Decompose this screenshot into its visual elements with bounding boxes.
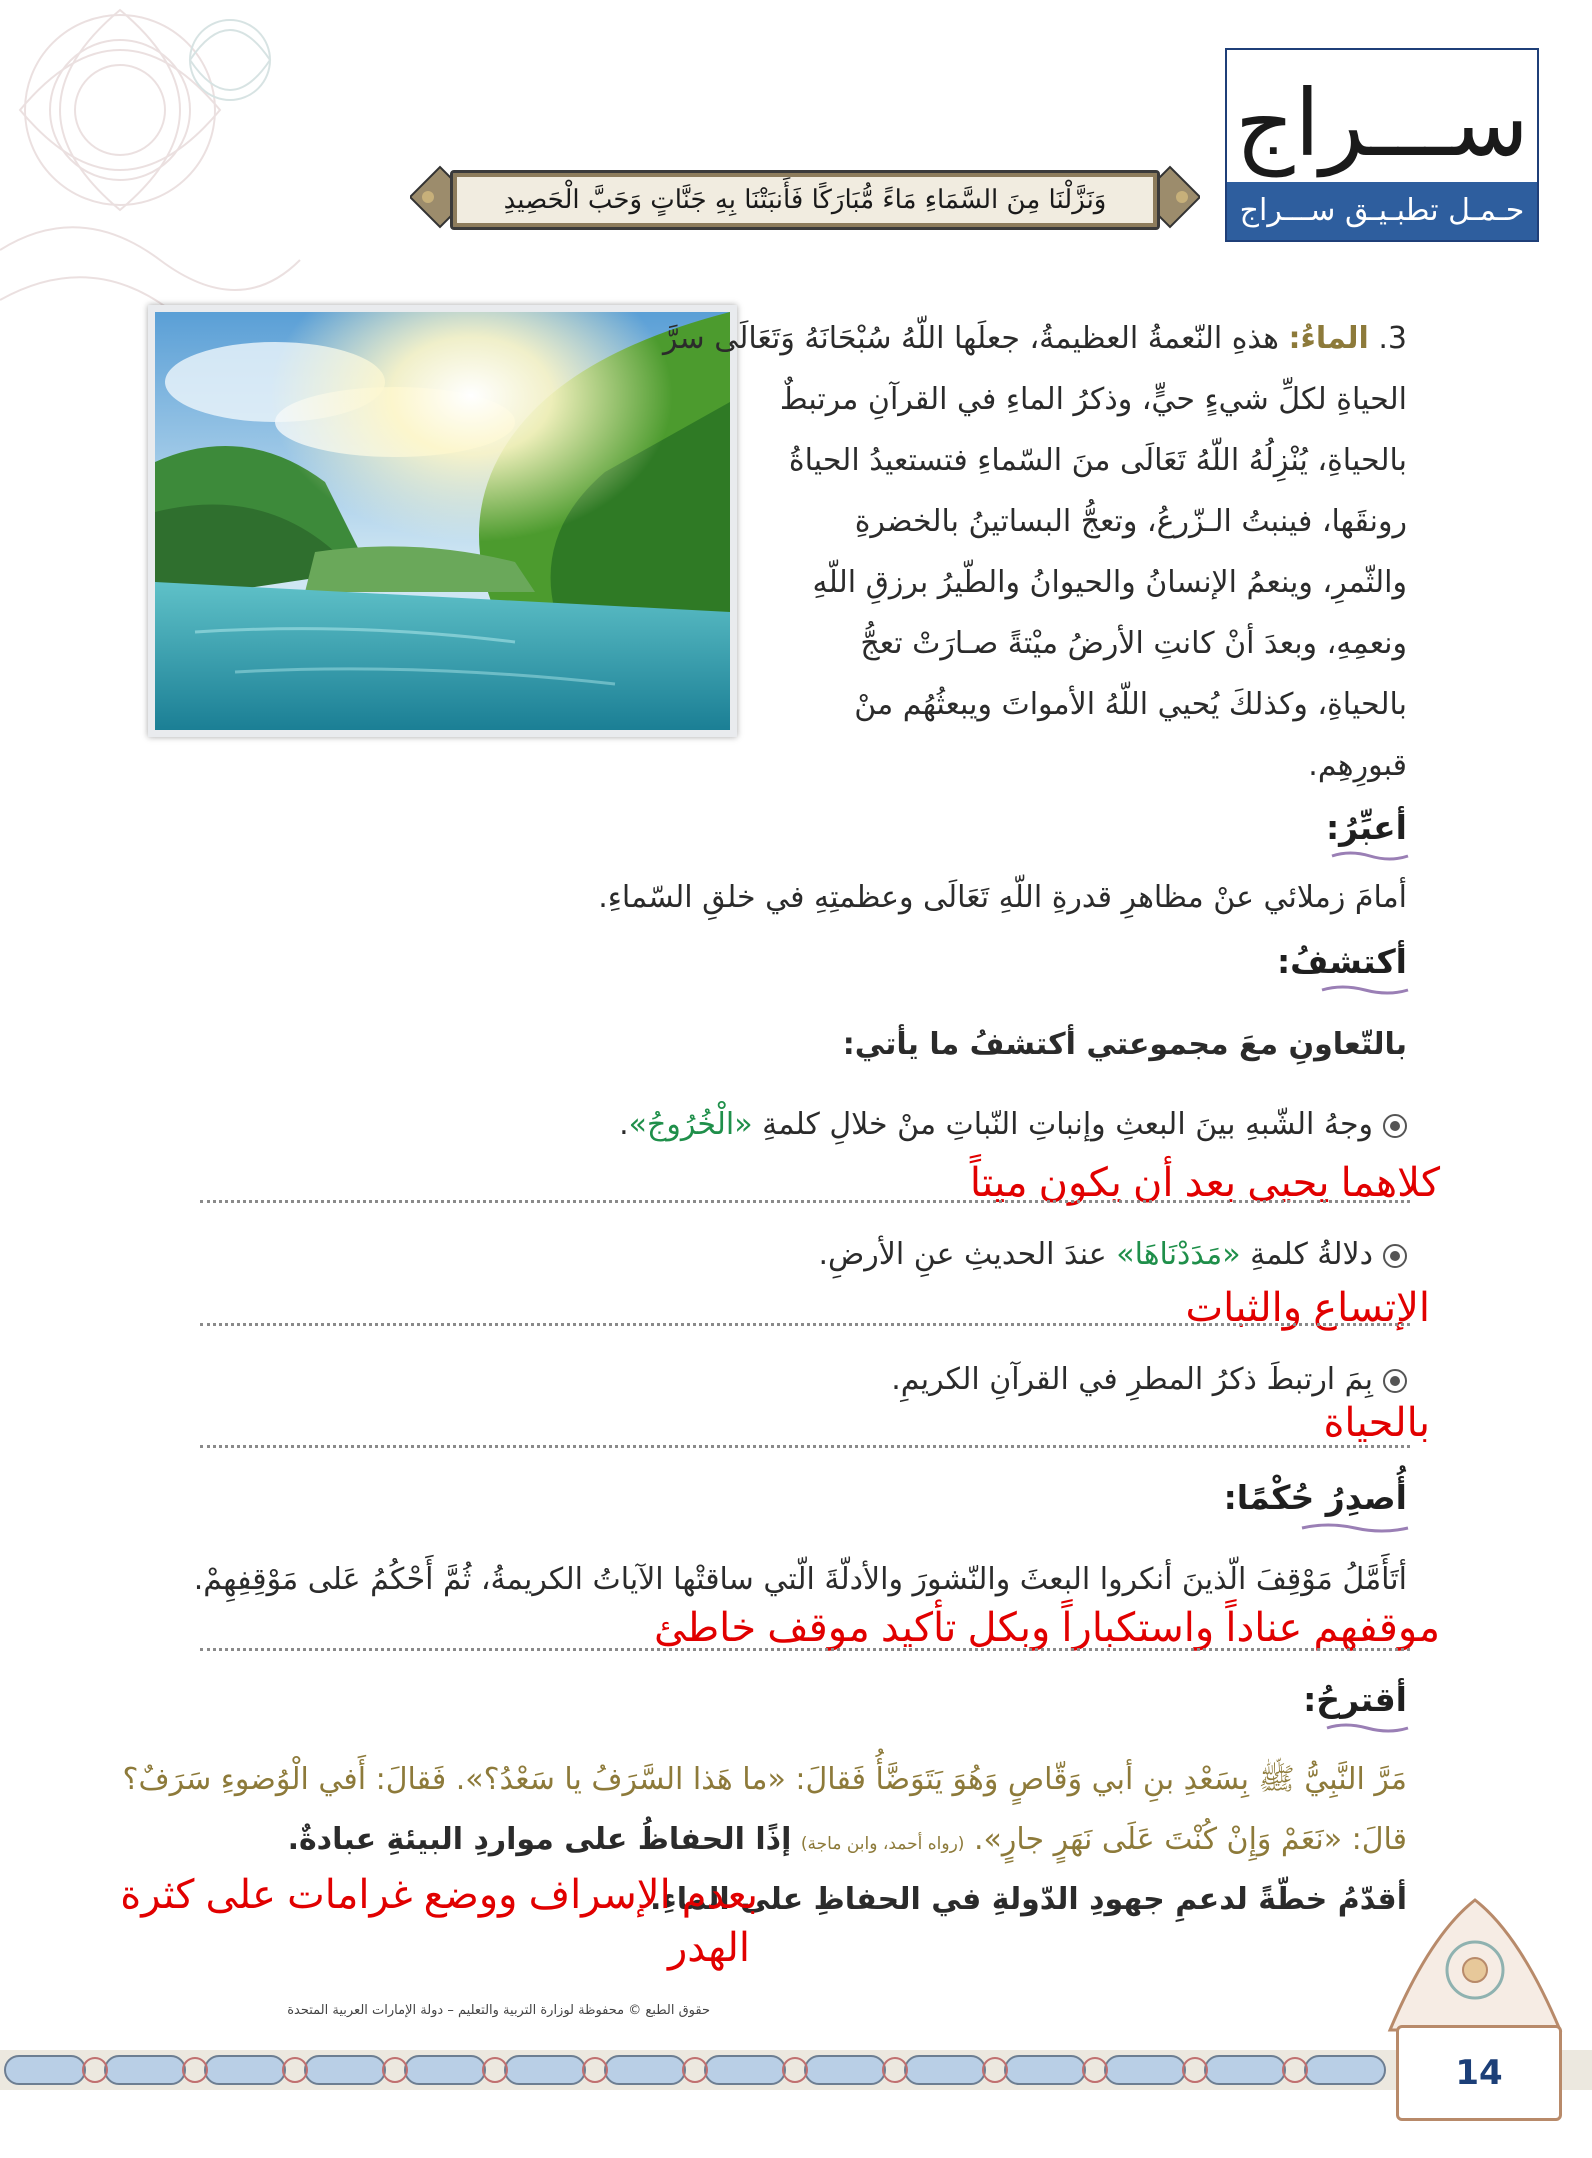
suggest-answer-line-1: بعدم الإسراف ووضع غرامات على كثرة — [120, 1873, 758, 1917]
point3-line7: بالحياةِ، وكذلكَ يُحيي اللّهُ الأمواتَ ويبعثُهُم منْ — [854, 687, 1407, 722]
radio-bullet-icon — [1383, 1369, 1407, 1393]
logo-caption: حـمـل تطبـيـق ســـراج — [1227, 182, 1537, 240]
copyright-text: حقوق الطبع © محفوظة لوزارة التربية والتعليم – دولة الإمارات العربية المتحدة — [287, 2003, 710, 2018]
discover-question-3: بِمَ ارتبطَ ذكرُ المطرِ في القرآنِ الكريمِ. — [860, 1360, 1407, 1400]
verse-text: وَنَزَّلْنَا مِنَ السَّمَاءِ مَاءً مُّبَارَكًا فَأَنبَتْنَا بِهِ جَنَّاتٍ وَحَبَّ الْحَصِيدِ — [503, 185, 1107, 215]
discover-heading: أكتشفُ: — [1276, 942, 1407, 981]
point3-keyword: الماءُ: — [1288, 321, 1369, 356]
verse-banner — [410, 152, 1200, 242]
judge-heading: أُصدِرُ حُكْمًا: — [1223, 1478, 1407, 1517]
judge-answer: موقفهم عناداً واستكباراً وبكل تأكيد موقف خاطئ — [654, 1606, 1440, 1650]
answer-line — [200, 1648, 1410, 1651]
logo-wordmark: ســـراج — [1235, 70, 1529, 177]
footer-ornament-band — [0, 2030, 1592, 2108]
discover-intro: بالتّعاونِ معَ مجموعتي أكتشفُ ما يأتي: — [842, 1027, 1407, 1062]
page-number: 14 — [1455, 2053, 1503, 2093]
heading-underline — [1300, 1522, 1410, 1534]
radio-bullet-icon — [1383, 1244, 1407, 1268]
siraj-logo[interactable] — [1225, 48, 1539, 242]
point3-line3: بالحياةِ، يُنْزِلُهُ اللّهُ تَعَالَى منَ السّماءِ فتستعيدُ الحياةُ — [788, 443, 1407, 478]
point3-line5: والثّمرِ، وينعمُ الإنسانُ والحيوانُ والطّيرُ برزقِ اللّهِ — [812, 565, 1407, 600]
answer-2: الإتساع والثبات — [1185, 1286, 1430, 1330]
point3-line4: رونقَها، فينبتُ الـزّرعُ، وتعجُّ البساتينُ بالخضرةِ — [854, 504, 1407, 539]
discover-question-2: دلالةُ كلمةِ «مَدَدْنَاهَا» عندَ الحديثِ عنِ الأرضِ. — [700, 1235, 1407, 1275]
answer-line — [200, 1200, 1410, 1203]
hadith-source: (رواه أحمد، وابن ماجة) — [800, 1834, 965, 1854]
quranic-word: «الْخُرُوجُ» — [628, 1107, 753, 1142]
express-heading: أعبِّرُ: — [1325, 808, 1407, 847]
point3-number: 3. — [1378, 321, 1407, 356]
corner-ornament — [1380, 1895, 1570, 2035]
point3-line2: الحياةِ لكلِّ شيءٍ حيٍّ، وذكرُ الماءِ في القرآنِ مرتبطٌ — [779, 382, 1407, 417]
express-text: أمامَ زملائي عنْ مظاهرِ قدرةِ اللّهِ تَعَالَى وعظمتِهِ في خلقِ السّماءِ. — [598, 880, 1407, 915]
quranic-word: «مَدَدْنَاهَا» — [1116, 1237, 1241, 1272]
heading-underline — [1325, 1722, 1410, 1734]
point3-paragraph — [662, 308, 1407, 808]
point3-line1: هذهِ النّعمةُ العظيمةُ، جعلَها اللّهُ سُبْحَانَهُ وَتَعَالَى سرَّ — [662, 321, 1279, 356]
discover-question-1: وجهُ الشّبهِ بينَ البعثِ وإنباتِ النّباتِ منْ خلالِ كلمةِ «الْخُرُوجُ». — [560, 1105, 1407, 1145]
hadith-line-2: قالَ: «نَعَمْ وَإِنْ كُنْتَ عَلَى نَهَرٍ جارٍ». (رواه أحمد، وابن ماجة) إذًا الحفاظُ على مواردِ البيئةِ عبادةٌ. — [287, 1822, 1407, 1857]
answer-line — [200, 1323, 1410, 1326]
answer-line — [200, 1445, 1410, 1448]
heading-underline — [1320, 984, 1410, 996]
suggest-answer-line-2: الهدر — [667, 1926, 750, 1970]
point3-line — [662, 308, 1407, 369]
suggest-prompt: أقدّمُ خطّةً لدعمِ جهودِ الدّولةِ في الحفاظِ على الماءِ. — [650, 1882, 1407, 1917]
hadith-line-1: مَرَّ النَّبِيُّ ﷺ بِسَعْدِ بنِ أبي وَقّاصٍ وَهُوَ يَتَوَضَّأُ فَقالَ: «ما هَذا السَّرَفُ يا سَعْدُ؟». فَقالَ: أَفي الْوُضوءِ سَرَفٌ؟ — [122, 1762, 1407, 1797]
judge-text: أتَأَمَّلُ مَوْقِفَ الّذينَ أنكروا البعثَ والنّشورَ والأدلّةَ الّتي ساقتْها الآياتُ الكريمةُ، ثُمَّ أَحْكُمُ عَلى مَوْقِفِهِمْ. — [193, 1562, 1407, 1597]
point3-line6: ونعمِهِ، وبعدَ أنْ كانتِ الأرضُ ميْتةً صـارَتْ تعجُّ — [860, 626, 1407, 661]
answer-1: كلاهما يحيى بعد أن يكون ميتاً — [969, 1161, 1440, 1205]
suggest-heading: أقترحُ: — [1303, 1680, 1407, 1719]
lake-forest-photo — [148, 305, 737, 737]
page-number-box — [1396, 2025, 1562, 2121]
heading-underline — [1330, 850, 1410, 862]
radio-bullet-icon — [1383, 1114, 1407, 1138]
point3-line8: قبورِهِم. — [1308, 748, 1407, 783]
answer-3: بالحياة — [1323, 1401, 1430, 1445]
